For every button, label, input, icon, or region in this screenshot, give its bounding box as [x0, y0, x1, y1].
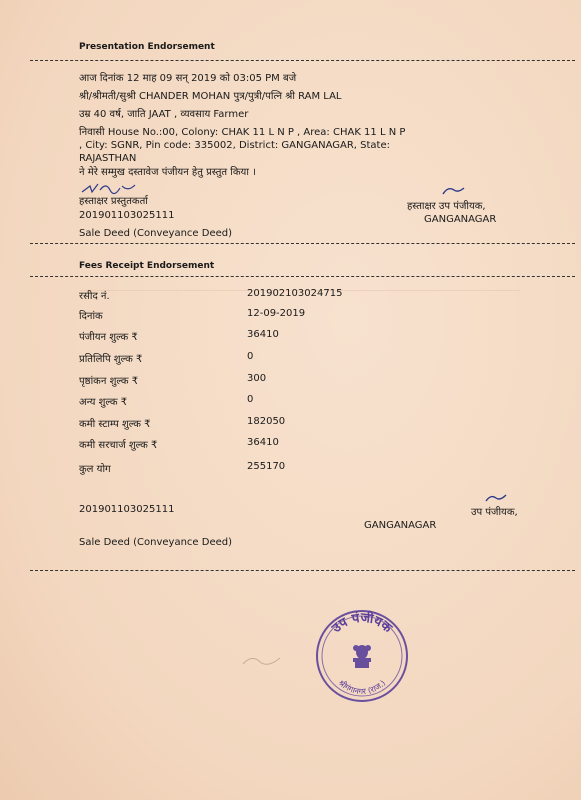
- fee-value: 0: [247, 394, 254, 405]
- fees-document-number: 201901103025111: [79, 504, 175, 515]
- fee-value: 255170: [247, 461, 286, 472]
- presentation-heading: Presentation Endorsement: [79, 42, 215, 52]
- presenter-address-line-2: , City: SGNR, Pin code: 335002, District: GANGANAGAR, State:: [79, 140, 390, 151]
- fee-value: 36410: [247, 329, 279, 340]
- fee-label: कमी सरचार्ज शुल्क ₹: [79, 440, 158, 451]
- fee-label: कमी स्टाम्प शुल्क ₹: [79, 419, 151, 430]
- fee-value: 182050: [247, 416, 286, 427]
- fee-value: 300: [247, 373, 267, 384]
- sub-registrar-seal: [312, 608, 412, 704]
- fees-registrar-place: GANGANAGAR: [364, 520, 437, 531]
- fee-label: प्रतिलिपि शुल्क ₹: [79, 354, 143, 365]
- fee-label: पृष्ठांकन शुल्क ₹: [79, 376, 139, 387]
- seal-bottom-text: श्रीगंगानगर (राज.): [336, 678, 388, 697]
- presenter-signature-label: हस्ताक्षर प्रस्तुतकर्ता: [79, 196, 148, 207]
- fee-label: कुल योग: [79, 464, 111, 475]
- fees-registrar-signature: [484, 492, 512, 504]
- fee-label: अन्य शुल्क ₹: [79, 397, 128, 408]
- fee-label: रसीद नं.: [79, 291, 110, 302]
- presenter-address-line-1: निवासी House No.:00, Colony: CHAK 11 L N P , Area: CHAK 11 L N P: [79, 127, 406, 138]
- fee-value: 36410: [247, 437, 279, 448]
- registrar-signature: [440, 184, 470, 198]
- document-type: Sale Deed (Conveyance Deed): [79, 228, 232, 239]
- registrar-place: GANGANAGAR: [424, 214, 497, 225]
- presenter-name-line: श्री/श्रीमती/सुश्री CHANDER MOHAN पुत्र/पुत्री/पत्नि श्री RAM LAL: [79, 91, 342, 102]
- fees-registrar-label: उप पंजीयक,: [471, 507, 518, 518]
- fee-value: 201902103024715: [247, 288, 343, 299]
- divider: [30, 60, 575, 61]
- fees-heading: Fees Receipt Endorsement: [79, 261, 215, 271]
- fee-label: दिनांक: [79, 311, 103, 322]
- divider: [30, 570, 575, 571]
- divider: [30, 243, 575, 244]
- document-number: 201901103025111: [79, 210, 175, 221]
- presenter-signature: [80, 180, 140, 196]
- seal-top-text: उप पंजीयक: [329, 610, 395, 637]
- presentation-date-line: आज दिनांक 12 माह 09 सन् 2019 को 03:05 PM बजे: [79, 73, 297, 84]
- presentation-statement: ने मेरे सम्मुख दस्तावेज पंजीयन हेतु प्रस्तुत किया ।: [79, 167, 256, 178]
- faint-mark: [240, 650, 290, 670]
- fee-value: 12-09-2019: [247, 308, 306, 319]
- presenter-address-line-3: RAJASTHAN: [79, 153, 137, 164]
- fee-value: 0: [247, 351, 254, 362]
- fees-document-type: Sale Deed (Conveyance Deed): [79, 537, 232, 548]
- presenter-age-line: उम्र 40 वर्ष, जाति JAAT , व्यवसाय Farmer: [79, 109, 249, 120]
- divider: [30, 276, 575, 277]
- fee-label: पंजीयन शुल्क ₹: [79, 332, 138, 343]
- registrar-signature-label: हस्ताक्षर उप पंजीयक,: [407, 201, 486, 212]
- emblem-icon: [353, 645, 371, 668]
